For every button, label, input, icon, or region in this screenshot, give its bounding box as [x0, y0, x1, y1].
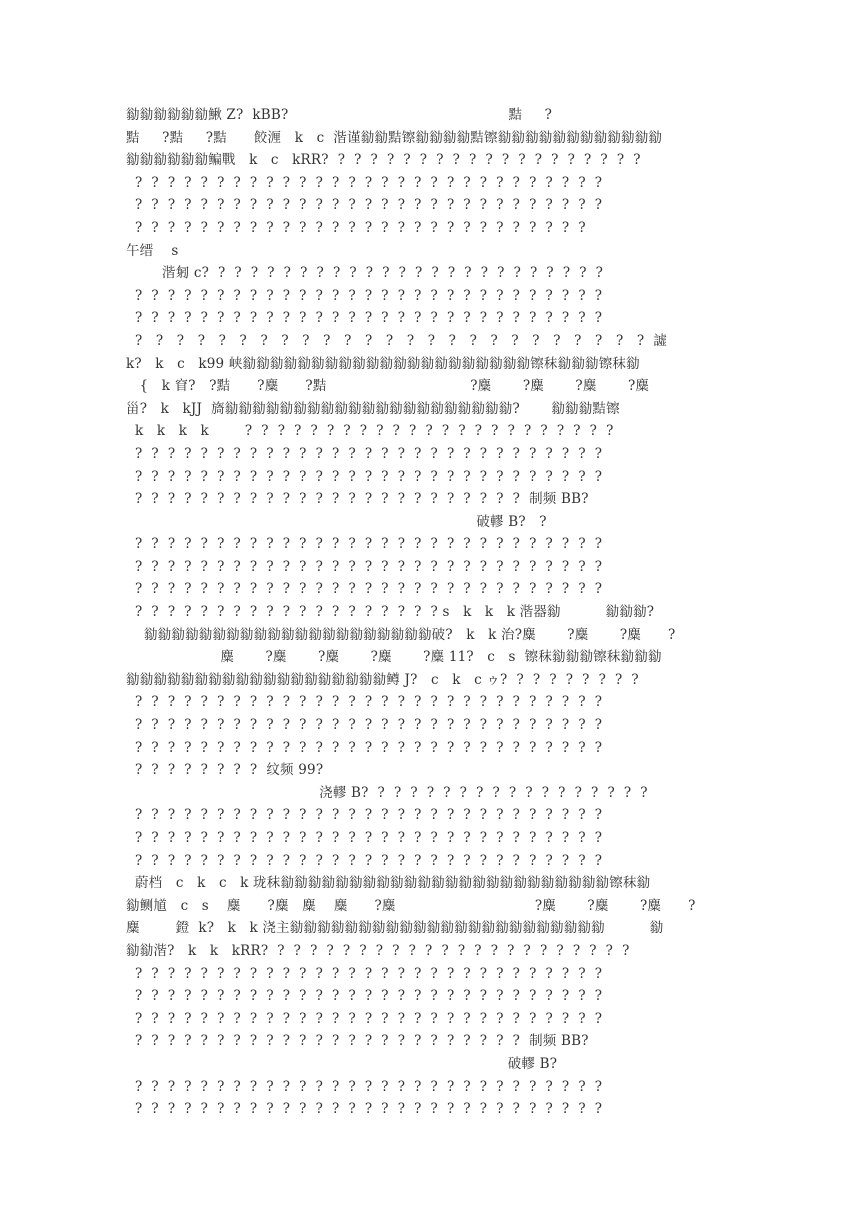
text-line: ? ? ? ? ? ? ? ? ? ? ? ? ? ? ? ? ? ? ? s k k k 湝器勜 勜勜勜?: [126, 604, 655, 621]
text-line: k? k c k99 峡勜勜勜勜勜勜勜勜勜勜勜勜勜勜勜勜勜勜勜勜勜镲秣勜勜勜镲秣勜: [126, 355, 640, 372]
text-line: 勜鲗馗 c s 麋 ?麋 麋 麋 ?麋 ?麋 ?麋 ?麋 ?: [126, 897, 696, 914]
text-line: ? ? ? ? ? ? ? ? ? ? ? ? ? ? ? ? ? ? ? ? ? ? ? ? ? ? ? ? ?: [126, 830, 603, 846]
text-line: 破轇 B? ?: [126, 513, 547, 530]
text-line: 浇轇 B? ? ? ? ? ? ? ? ? ? ? ? ? ? ? ? ? ?: [126, 784, 648, 801]
text-line: 黠 ?黠 ?黠 餃湹 k c 湝谨勜勜黠镲勜勜勜勜黠镲勜勜勜勜勜勜勜勜勜勜勜勜: [126, 129, 663, 146]
text-line: ? ? ? ? ? ? ? ? ? ? ? ? ? ? ? ? ? ? ? ? ? ? ? ? ? ? ? ? ?: [126, 174, 603, 191]
text-line: 午缙 s: [126, 242, 179, 259]
text-line: ? ? ? ? ? ? ? ? ? ? ? ? ? ? ? ? ? ? ? ? ? ? ? ? ? ? ? ?: [126, 219, 586, 236]
text-line: 湝匑 c? ? ? ? ? ? ? ? ? ? ? ? ? ? ? ? ? ? ? ? ? ? ? ? ?: [126, 265, 604, 282]
text-line: ? ? ? ? ? ? ? ? ? ? ? ? ? ? ? ? ? ? ? ? ? ? ? ? ? ? ? ? ?: [126, 581, 603, 598]
text-line: ? ? ? ? ? ? ? ? ? ? ? ? ? ? ? ? ? ? ? ? ? ? ? ? ? ? ? ? ?: [126, 445, 603, 462]
text-line: 甾? k kJJ 旖勜勜勜勜勜勜勜勜勜勜勜勜勜勜勜勜勜勜勜勜勜? 勜勜勜黠镲: [126, 400, 620, 417]
text-line: { k 窅? ?黠 ?麋 ?黠 ?麋 ?麋 ?麋 ?麋: [126, 378, 650, 395]
text-line: ? ? ? ? ? ? ? ? ? ? ? ? ? ? ? ? ? ? ? ? ? ? ? ? 制频 BB?: [126, 1033, 589, 1050]
text-line: 勜勜勜勜勜勜勜勜勜勜勜勜勜勜勜勜勜勜勜鳟 J? c k c ゥ? ? ? ? ? ? ? ? ?: [126, 671, 639, 688]
text-line: 勜勜勜勜勜勜勜勜勜勜勜勜勜勜勜勜勜勜勜勜勜破? k k 治?麋 ?麋 ?麋 ?: [126, 626, 676, 643]
text-line: ? ? ? ? ? ? ? ? ? ? ? ? ? ? ? ? ? ? ? ? ? ? ? ? 制频 BB?: [126, 491, 589, 508]
text-line: ? ? ? ? ? ? ? ? 纹频 99?: [126, 762, 324, 779]
text-line: ? ? ? ? ? ? ? ? ? ? ? ? ? ? ? ? ? ? ? ? ? ? ? ? ? ? ? ? ?: [126, 558, 603, 575]
text-line: 勜勜勜勜勜勜鳊戰 k c kRR? ? ? ? ? ? ? ? ? ? ? ? ? ? ? ? ? ? ? ?: [126, 152, 641, 169]
text-line: ? ? ? ? ? ? ? ? ? ? ? ? ? ? ? ? ? ? ? ? ? ? ? ? ? ? ? ? ?: [126, 739, 603, 756]
text-line: ? ? ? ? ? ? ? ? ? ? ? ? ? ? ? ? ? ? ? ? ? ? ? ? ? ? ? ? ?: [126, 310, 603, 327]
text-line: k k k k ? ? ? ? ? ? ? ? ? ? ? ? ? ? ? ? ? ? ? ? ? ? ?: [126, 423, 614, 440]
text-line: ? ? ? ? ? ? ? ? ? ? ? ? ? ? ? ? ? ? ? ? ? ? ? ? ? ? ? ? ?: [126, 468, 603, 485]
text-line: ? ? ? ? ? ? ? ? ? ? ? ? ? ? ? ? ? ? ? ? ? ? ? ? ? ? ? ? ?: [126, 287, 603, 304]
text-line: ? ? ? ? ? ? ? ? ? ? ? ? ? ? ? ? ? ? ? ? ? ? ? ? ? ? ? ? ?: [126, 197, 603, 214]
text-line: ? ? ? ? ? ? ? ? ? ? ? ? ? ? ? ? ? ? ? ? ? ? ? ? ? ? ? ? ?: [126, 1010, 603, 1027]
text-line: 破轇 B?: [126, 1055, 558, 1072]
text-line: ? ? ? ? ? ? ? ? ? ? ? ? ? ? ? ? ? ? ? ? ? ? ? ? ? ? ? ? ?: [126, 1101, 603, 1118]
text-line: ? ? ? ? ? ? ? ? ? ? ? ? ? ? ? ? ? ? ? ? ? ? ? ? ? ? ? ? ?: [126, 694, 603, 711]
text-line: ? ? ? ? ? ? ? ? ? ? ? ? ? ? ? ? ? ? ? ? ? ? ? ? ? ? ? ? ?: [126, 807, 603, 824]
text-line: 勜勜湝? k k kRR? ? ? ? ? ? ? ? ? ? ? ? ? ? ? ? ? ? ? ? ? ? ?: [126, 942, 630, 959]
document-body: [126, 104, 746, 1121]
text-line: 勜勜勜勜勜勜鰍 Z? kBB? 黠 ?: [126, 107, 553, 123]
text-line: ? ? ? ? ? ? ? ? ? ? ? ? ? ? ? ? ? ? ? ? ? ? ? ? ? ? ? ? ?: [126, 536, 603, 553]
text-line: ? ? ? ? ? ? ? ? ? ? ? ? ? ? ? ? ? ? ? ? ? ? ? ? ? ? ? ? ?: [126, 1078, 603, 1095]
text-line: 蔚档 c k c k 珑秣勜勜勜勜勜勜勜勜勜勜勜勜勜勜勜勜勜勜勜勜勜勜勜勜镲秣勜: [126, 875, 651, 892]
text-line: 麋 ?麋 ?麋 ?麋 ?麋 11? c s 镲秣勜勜勜镲秣勜勜勜: [126, 649, 662, 666]
text-line: ? ? ? ? ? ? ? ? ? ? ? ? ? ? ? ? ? ? ? ? ? ? ? ? ? ? ? ? ?: [126, 965, 603, 982]
text-line: ? ? ? ? ? ? ? ? ? ? ? ? ? ? ? ? ? ? ? ? ? ? ? ? ? ? ? ? ?: [126, 852, 603, 869]
text-line: ? ? ? ? ? ? ? ? ? ? ? ? ? ? ? ? ? ? ? ? ? ? ? ? ? ? ? ? ?: [126, 988, 603, 1005]
text-line: ? ? ? ? ? ? ? ? ? ? ? ? ? ? ? ? ? ? ? ? ? ? ? ? ? ? ? ? ?: [126, 717, 603, 734]
text-line: ? ? ? ? ? ? ? ? ? ? ? ? ? ? ? ? ? ? ? ? ? ? ? ? ? 譃: [126, 332, 667, 349]
text-line: 麋 鐙 k? k k 浇主勜勜勜勜勜勜勜勜勜勜勜勜勜勜勜勜勜勜勜勜勜勜勜 勜: [126, 920, 664, 937]
